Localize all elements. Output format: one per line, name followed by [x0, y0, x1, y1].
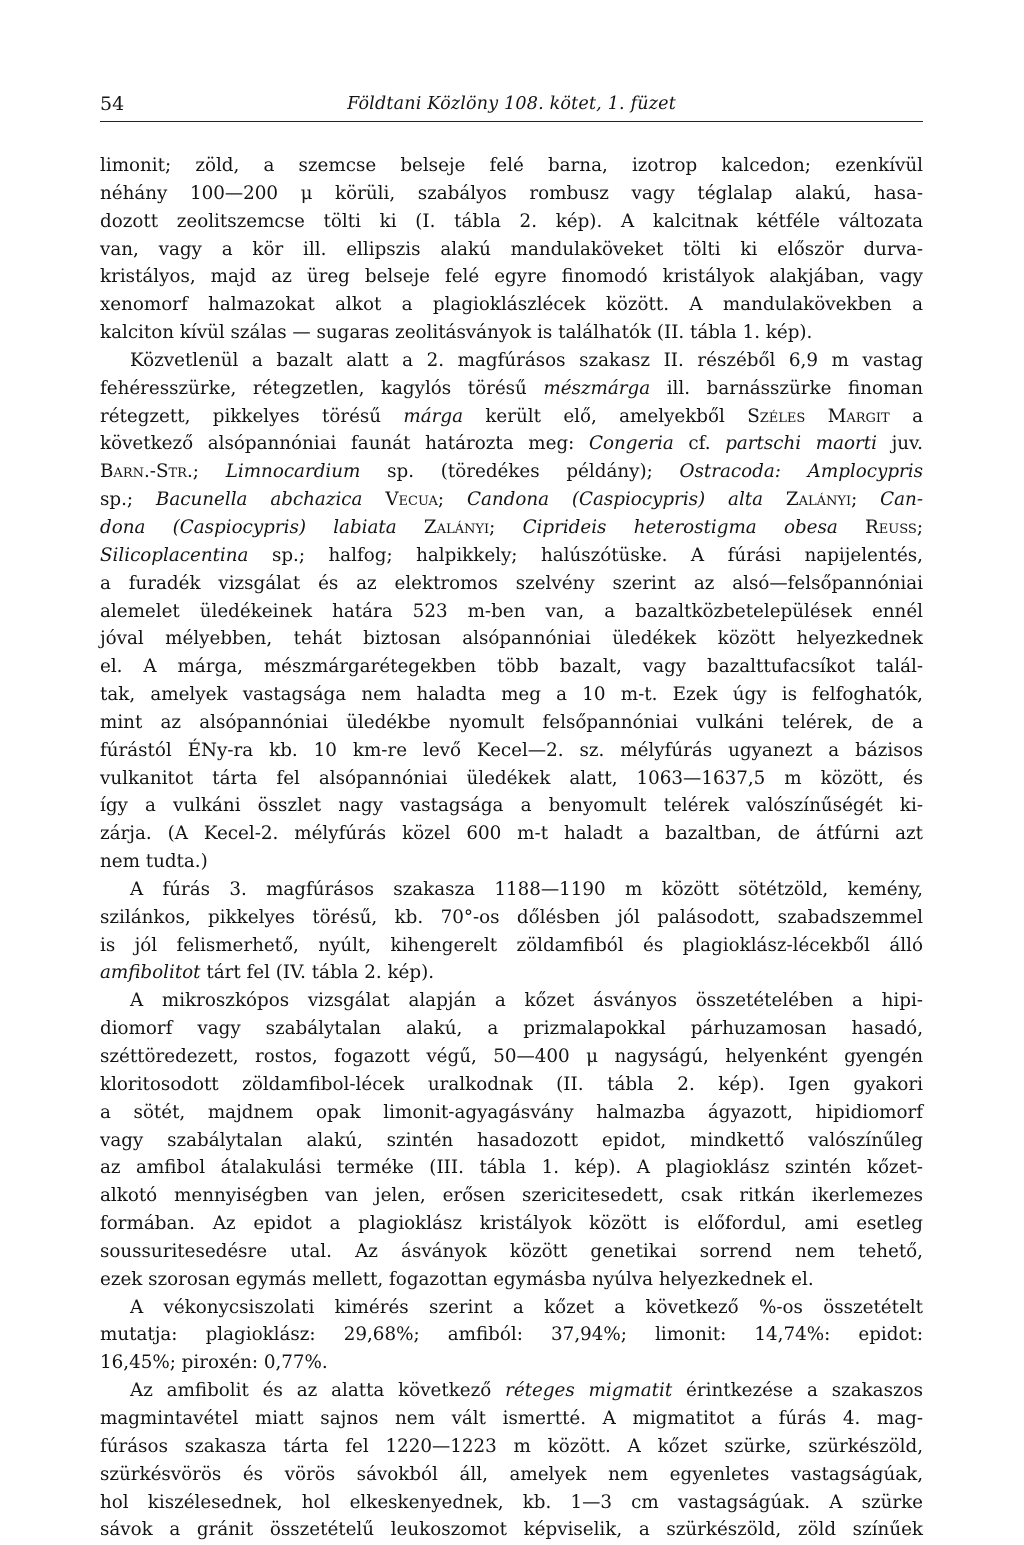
text-run: ; [437, 489, 467, 511]
text-line [100, 987, 923, 1015]
text-run: a sötét, majdnem opak limonit-agyagásvány halmazba ágyazott, hipidiomorf [100, 1101, 923, 1123]
author-name: Zalányi [423, 516, 490, 538]
italic-text: Ciprideis heterostigma obesa [522, 516, 838, 538]
text-run: fehéresszürke, rétegzetlen, kagylós törésű [100, 377, 544, 399]
text-line [100, 959, 923, 987]
text-line [100, 1405, 923, 1433]
text-run: vagy szabálytalan alakú, szintén hasadozott epidot, mindkettő valószínűleg [100, 1129, 923, 1151]
text-run: fúrástól ÉNy-ra kb. 10 km-re levő Kecel—2. sz. mélyfúrás ugyanezt a bázisos [100, 739, 923, 761]
text-line [100, 236, 923, 264]
author-name: Széles Margit [747, 405, 890, 427]
text-line [100, 876, 923, 904]
text-run: kristályos, majd az üreg belseje felé egyre finomodó kristályok alakjában, vagy [100, 266, 923, 288]
text-line [100, 681, 923, 709]
italic-text: Silicoplacentina [100, 544, 249, 566]
italic-text: réteges migmatit [505, 1380, 673, 1402]
author-name: Vecua [385, 489, 438, 511]
text-line [100, 598, 923, 626]
text-run: érintkezése a szakaszos [672, 1380, 923, 1402]
text-run [397, 517, 424, 538]
text-line [100, 208, 923, 236]
text-run: xenomorf halmazokat alkot a plagioklászlécek között. A mandulakövekben a [100, 294, 923, 316]
text-line [100, 1210, 923, 1238]
text-line [100, 430, 923, 458]
text-line [100, 1461, 923, 1489]
text-run: ; [851, 489, 881, 511]
text-run: ; [916, 516, 923, 538]
text-line [100, 1071, 923, 1099]
text-run: ezek szorosan egymás mellett, fogazottan egymásba nyúlva helyezkednek el. [100, 1268, 814, 1290]
text-run [362, 489, 385, 510]
text-line [100, 1154, 923, 1182]
italic-text: amfibolitot [100, 962, 201, 984]
text-run: dozott zeolitszemcse tölti ki (I. tábla 2. kép). A kalcitnak kétféle változata [100, 210, 923, 232]
text-line [100, 514, 923, 542]
text-line [100, 403, 923, 431]
text-line [100, 1516, 923, 1544]
text-run: jóval mélyebben, tehát biztosan alsópannóniai üledékek között helyezkednek [100, 628, 923, 650]
text-run: az amfibol átalakulási terméke (III. tábla 1. kép). A plagioklász szintén kőzet- [100, 1157, 923, 1179]
text-line [100, 1099, 923, 1127]
text-run: soussuritesedésre utal. Az ásványok között genetikai sorrend nem tehető, [100, 1240, 923, 1262]
text-run: tak, amelyek vastagsága nem haladta meg a 10 m-t. Ezek úgy is felfoghatók, [100, 684, 923, 706]
text-run: kalciton kívül szálas — sugaras zeolitásványok is találhatók (II. tábla 1. kép). [100, 322, 813, 344]
text-line [100, 1127, 923, 1155]
text-run [838, 517, 865, 538]
text-run: következő alsópannóniai faunát határozta meg: [100, 433, 589, 455]
text-line [100, 347, 923, 375]
text-line [100, 570, 923, 598]
text-run: szilánkos, pikkelyes törésű, kb. 70°-os dőlésben jól palásodott, szabadszemmel [100, 906, 923, 928]
text-run: került elő, amelyekből [463, 405, 748, 427]
text-run: zárja. (A Kecel-2. mélyfúrás közel 600 m-t haladt a bazaltban, de átfúrni azt [100, 823, 923, 845]
running-header [100, 93, 923, 122]
text-line [100, 904, 923, 932]
text-run: Közvetlenül a bazalt alatt a 2. magfúrásos szakasz II. részéből 6,9 m vastag [130, 349, 923, 371]
text-run: vulkanitot tárta fel alsópannóniai üledékek alatt, 1063—1637,5 m között, és [100, 767, 923, 789]
text-run: diomorf vagy szabálytalan alakú, a prizmalapokkal párhuzamosan hasadó, [100, 1018, 923, 1040]
text-line [100, 458, 923, 486]
text-run: alemelet üledékeinek határa 523 m-ben van, a bazaltközbetelepülések ennél [100, 600, 923, 622]
text-run: így a vulkáni összlet nagy vastagsága a benyomult telérek valószínűségét ki- [100, 795, 923, 817]
text-line [100, 263, 923, 291]
text-line [100, 180, 923, 208]
journal-title: Földtani Közlöny 108. kötet, 1. füzet [347, 94, 676, 114]
text-run: széttöredezett, rostos, fogazott végű, 50—400 μ nagyságú, helyenként gyengén [100, 1046, 923, 1067]
text-run: fúrásos szakasza tárta fel 1220—1223 m között. A kőzet szürke, szürkészöld, [100, 1435, 923, 1457]
text-run: van, vagy a kör ill. ellipszis alakú mandulaköveket tölti ki először durva- [100, 238, 923, 260]
text-run: is jól felismerhető, nyúlt, kihengerelt zöldamfiból és plagioklász-lécekből álló [100, 934, 923, 956]
italic-text: dona (Caspiocypris) labiata [100, 516, 397, 538]
italic-text: Bacunella abchazica [155, 489, 363, 511]
italic-text: Can- [880, 489, 924, 511]
text-line [100, 542, 923, 570]
text-line [100, 765, 923, 793]
text-run: el. A márga, mészmárgarétegekben több bazalt, vagy bazalttufacsíkot talál- [100, 656, 923, 678]
author-name: Barn.-Str. [100, 461, 193, 483]
text-line [100, 152, 923, 180]
text-run: kloritosodott zöldamfibol-lécek uralkodnak (II. tábla 2. kép). Igen gyakori [100, 1073, 923, 1095]
text-line [100, 1321, 923, 1349]
italic-text: márga [403, 405, 463, 427]
text-run: alkotó mennyiségben van jelen, erősen szericitesedett, csak ritkán ikerlemezes [100, 1185, 923, 1207]
italic-text: partschi maorti [725, 433, 877, 455]
text-run: limonit; zöld, a szemcse belseje felé barna, izotrop kalcedon; ezenkívül [100, 155, 923, 176]
text-run: mint az alsópannóniai üledékbe nyomult felsőpannóniai vulkáni telérek, de a [100, 711, 923, 733]
text-line [100, 1349, 923, 1377]
text-run: sávok a gránit összetételű leukoszomot képviselik, a szürkészöld, zöld színűek [100, 1519, 923, 1541]
text-line [100, 1377, 923, 1405]
text-run: mutatja: plagioklász: 29,68%; amfiból: 37,94%; limonit: 14,74%: epidot: [100, 1324, 923, 1346]
text-line [100, 1489, 923, 1517]
text-run: A fúrás 3. magfúrásos szakasza 1188—1190 m között sötétzöld, kemény, [130, 878, 923, 900]
text-line [100, 486, 923, 514]
text-run: a [889, 405, 923, 427]
text-line [100, 1294, 923, 1322]
text-run: A mikroszkópos vizsgálat alapján a kőzet ásványos összetételében a hipi- [130, 990, 923, 1012]
italic-text: Congeria [588, 433, 674, 455]
text-run: ; [192, 461, 226, 483]
author-name: Zalányi [785, 489, 852, 511]
text-run [763, 489, 786, 510]
text-run: tárt fel (IV. tábla 2. kép). [200, 962, 435, 984]
text-line [100, 653, 923, 681]
text-line [100, 709, 923, 737]
text-run: cf. [673, 433, 726, 455]
text-line [100, 820, 923, 848]
text-run: szürkésvörös és vörös sávokból áll, amelyek nem egyenletes vastagságúak, [100, 1463, 923, 1485]
italic-text: Limnocardium [225, 461, 361, 483]
text-run: a furadék vizsgálat és az elektromos szelvény szerint az alsó—felsőpannóniai [100, 572, 923, 594]
text-run: rétegzett, pikkelyes törésű [100, 405, 404, 427]
text-line [100, 375, 923, 403]
text-run: hol kiszélesednek, hol elkeskenyednek, kb. 1—3 cm vastagságúak. A szürke [100, 1491, 923, 1513]
text-line [100, 737, 923, 765]
text-run: juv. [876, 433, 923, 455]
text-line [100, 1433, 923, 1461]
text-line [100, 291, 923, 319]
article-body [100, 152, 923, 1544]
text-run: magmintavétel miatt sajnos nem vált ismertté. A migmatitot a fúrás 4. mag- [100, 1407, 923, 1429]
text-run: ill. barnásszürke finoman [650, 377, 923, 399]
text-line [100, 1266, 923, 1294]
text-line [100, 1238, 923, 1266]
text-run: Az amfibolit és az alatta következő [130, 1380, 506, 1402]
text-line [100, 848, 923, 876]
page-number: 54 [100, 93, 125, 115]
text-run: nem tudta.) [100, 851, 208, 873]
text-run: 16,45%; piroxén: 0,77%. [100, 1352, 328, 1374]
text-line [100, 1043, 923, 1071]
text-line [100, 625, 923, 653]
text-line [100, 319, 923, 347]
text-line [100, 932, 923, 960]
italic-text: Candona (Caspiocypris) alta [466, 489, 764, 511]
text-line [100, 792, 923, 820]
text-run: sp.; [100, 489, 156, 511]
italic-text: mészmárga [543, 377, 651, 399]
text-run: A vékonycsiszolati kimérés szerint a kőzet a következő %-os összetételt [130, 1296, 923, 1318]
text-run: sp. (töredékes példány); [360, 461, 680, 483]
author-name: Reuss [865, 516, 917, 538]
text-line [100, 1182, 923, 1210]
text-run: formában. Az epidot a plagioklász kristályok között is előfordul, ami esetleg [100, 1213, 923, 1235]
text-run: ; [489, 516, 523, 538]
text-run: sp.; halfog; halpikkely; halúszótüske. A fúrási napijelentés, [248, 544, 923, 566]
text-run: néhány 100—200 μ körüli, szabályos rombusz vagy téglalap alakú, hasa- [100, 182, 923, 204]
text-line [100, 1015, 923, 1043]
italic-text: Ostracoda: Amplocypris [679, 461, 923, 483]
